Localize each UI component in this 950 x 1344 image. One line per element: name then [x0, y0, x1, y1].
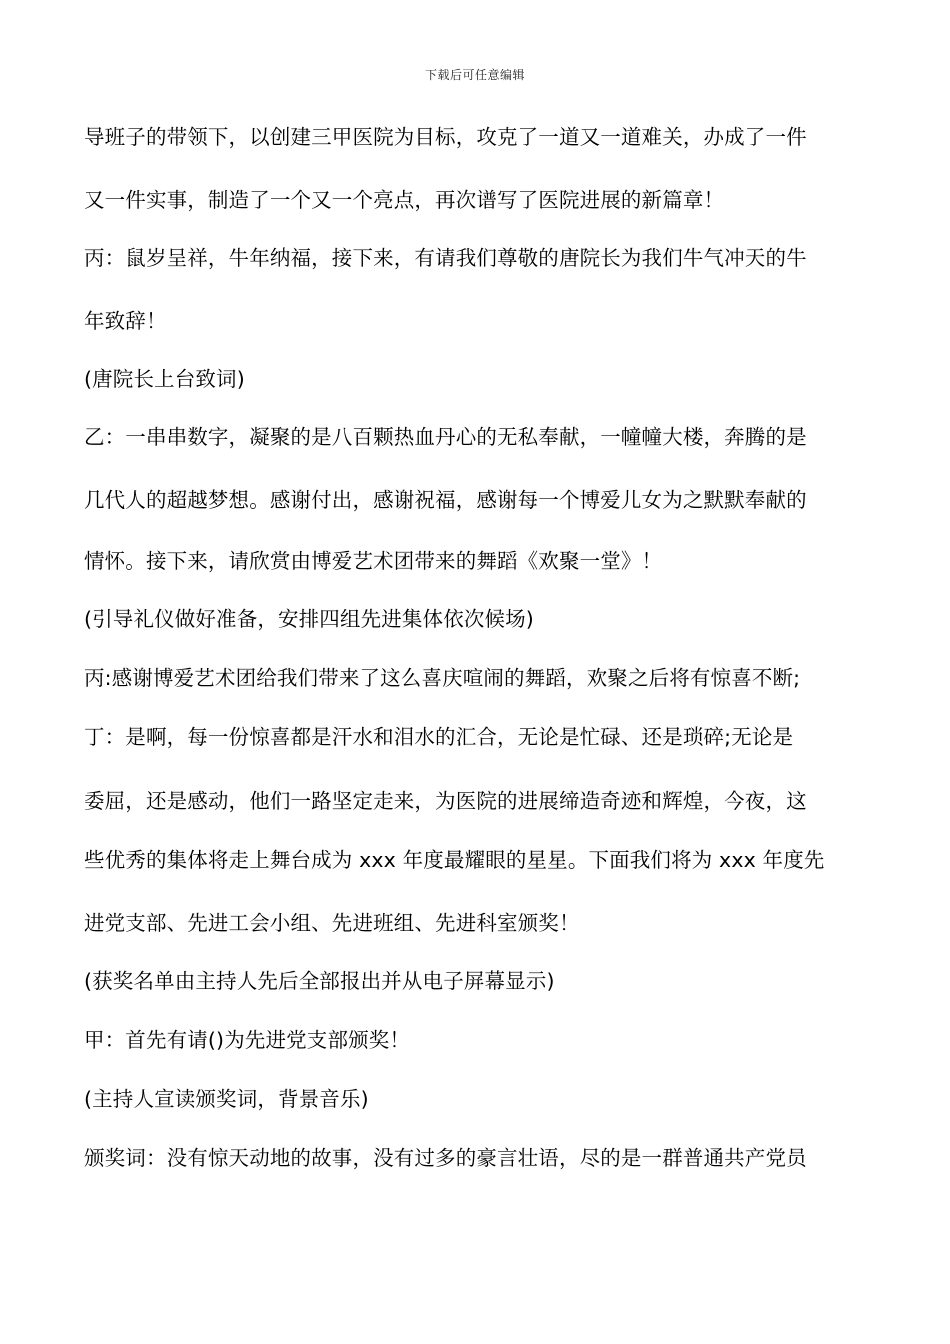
text-line: 又一件实事，制造了一个又一个亮点，再次谱写了医院进展的新篇章！ — [84, 188, 725, 212]
text-line: (主持人宣读颁奖词，背景音乐) — [84, 1087, 369, 1111]
text-line: 乙：一串串数字，凝聚的是八百颗热血丹心的无私奉献，一幢幢大楼，奔腾的是 — [84, 425, 807, 449]
page-header: 下载后可任意编辑 — [424, 68, 525, 82]
text-line: 甲：首先有请()为先进党支部颁奖！ — [84, 1028, 411, 1052]
text-line: 委屈，还是感动，他们一路坚定走来，为医院的进展缔造奇迹和辉煌，今夜，这 — [84, 789, 807, 813]
text-line: 进党支部、先进工会小组、先进班组、先进科室颁奖！ — [84, 911, 580, 935]
text-line: 情怀。接下来，请欣赏由博爱艺术团带来的舞蹈《欢聚一堂》！ — [84, 549, 663, 573]
text-line: 些优秀的集体将走上舞台成为 xxx 年度最耀眼的星星。下面我们将为 xxx 年度先 — [84, 848, 825, 872]
text-line: 几代人的超越梦想。感谢付出，感谢祝福，感谢每一个博爱儿女为之默默奉献的 — [84, 488, 807, 512]
text-line: (引导礼仪做好准备，安排四组先进集体依次候场) — [84, 607, 534, 631]
text-line: 丙:感谢博爱艺术团给我们带来了这么喜庆喧闹的舞蹈，欢聚之后将有惊喜不断; — [84, 666, 801, 690]
text-line: 导班子的带领下，以创建三甲医院为目标，攻克了一道又一道难关，办成了一件 — [84, 125, 807, 149]
text-line: 丙：鼠岁呈祥，牛年纳福，接下来，有请我们尊敬的唐院长为我们牛气冲天的牛 — [84, 246, 807, 270]
text-line: 颁奖词：没有惊天动地的故事，没有过多的豪言壮语，尽的是一群普通共产党员 — [84, 1146, 807, 1170]
text-line: (获奖名单由主持人先后全部报出并从电子屏幕显示) — [84, 969, 555, 993]
text-line: 年致辞！ — [84, 309, 167, 333]
text-line: (唐院长上台致词) — [84, 367, 245, 391]
text-line: 丁：是啊，每一份惊喜都是汗水和泪水的汇合，无论是忙碌、还是琐碎;无论是 — [84, 725, 794, 749]
